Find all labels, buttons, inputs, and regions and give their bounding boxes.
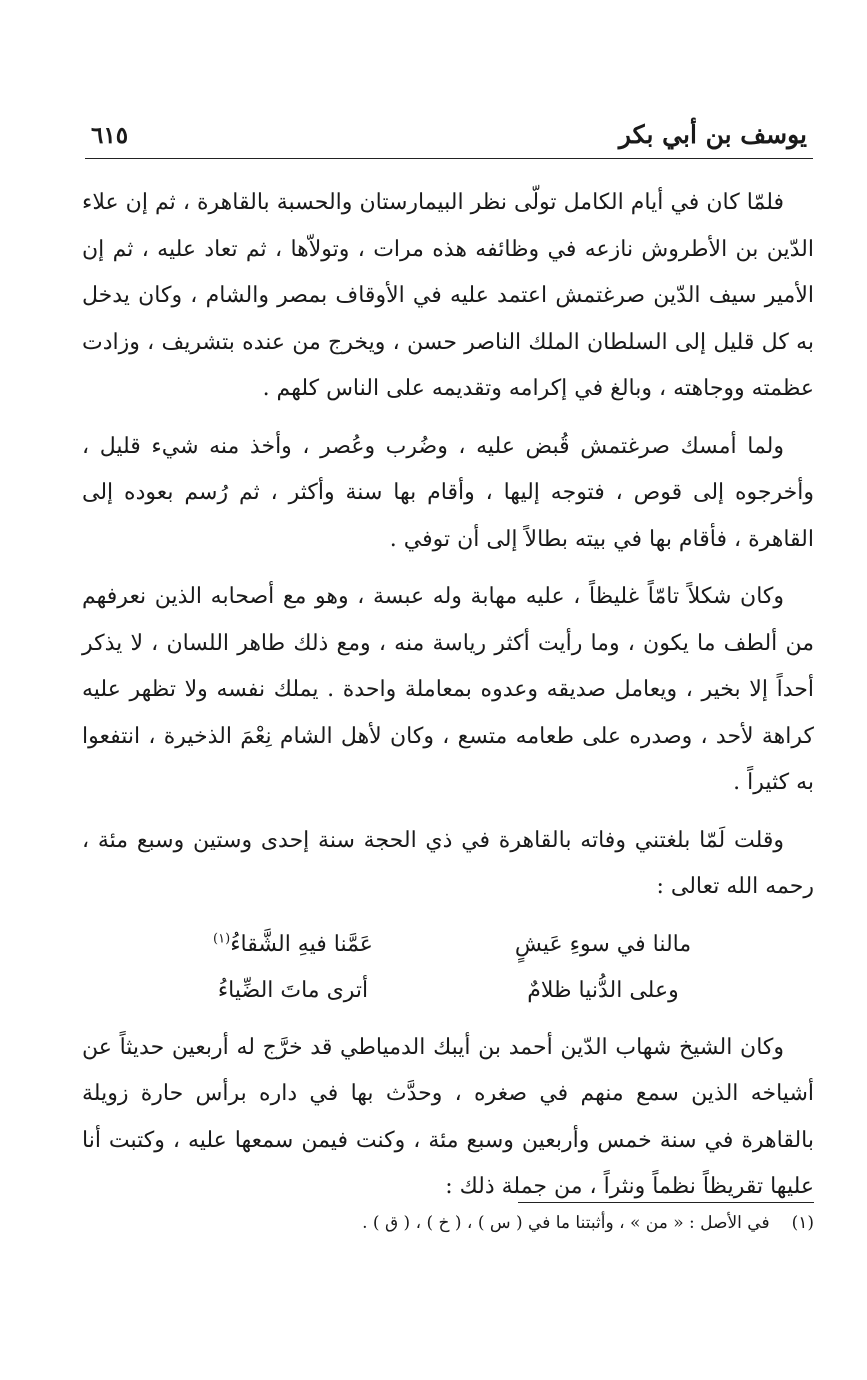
verse-line [82,922,814,968]
paragraph: وقلت لَمّا بلغتني وفاته بالقاهرة في ذي الحجة سنة إحدى وستين وسبع مئة ، رحمه الله تعالى : [82,827,814,899]
verse-second-hemistich: أترى ماتَ الضِّياءُ [217,977,369,1003]
running-title: يوسف بن أبي بكر [618,120,807,149]
body-text [82,180,814,1222]
verse-line [82,968,814,1014]
footnote-text: في الأصل : « من » ، وأثبتنا ما في ( س ) ، ( خ ) ، ( ق ) . [362,1213,770,1233]
page-number: ٦١٥ [91,122,129,149]
footnote-number: (١) [791,1213,814,1233]
verse-second-hemistich: عَمَّنا فيهِ الشَّقاءُ$^{(١)}$ [213,931,373,957]
paragraph: فلمّا كان في أيام الكامل تولّى نظر البيمارستان والحسبة بالقاهرة ، ثم إن علاء الدّين بن الأطروش نازعه في وظائفه هذه مرات ، وتولاّها ، ثم تعاد عليه ، ثم إن الأمير سيف الدّين صرغتمش اعتمد عليه في الأوقاف بمصر والشام ، وكان يدخل به كل قليل إلى السلطان الملك الناصر حسن ، ويخرج من عنده بتشريف ، وزادت عظمته ووجاهته ، وبالغ في إكرامه وتقديمه على الناس كلهم . [82,190,814,401]
verse-first-hemistich: وعلى الدُّنيا ظلامٌ [527,977,679,1003]
page-header [85,118,813,159]
paragraph: ولما أمسك صرغتمش قُبض عليه ، وضُرب وعُصر ، وأخذ منه شيء قليل ، وأخرجوه إلى قوص ، فتوجه إليها ، وأقام بها سنة وأكثر ، ثم رُسم بعوده إلى القاهرة ، فأقام بها في بيته بطالاً إلى أن توفي . [82,433,814,552]
paragraph: وكان الشيخ شهاب الدّين أحمد بن أيبك الدمياطي قد خرَّج له أربعين حديثاً عن أشياخه الذين سمع منهم في صغره ، وحدَّث بها في داره برأس حارة زويلة بالقاهرة في سنة خمس وأربعين وسبع مئة ، وكنت فيمن سمعها عليه ، وكتبت أنا عليها تقريظاً نظماً ونثراً ، من جملة ذلك : [82,1034,814,1199]
footnote [82,1210,814,1236]
verse-first-hemistich: مالنا في سوءِ عَيشٍ [514,931,692,957]
paragraph: وكان شكلاً تامّاً غليظاً ، عليه مهابة وله عبسة ، وهو مع أصحابه الذين نعرفهم من ألطف ما يكون ، وما رأيت أكثر رياسة منه ، ومع ذلك طاهر اللسان ، لا يذكر أحداً إلا بخير ، ويعامل صديقه وعدوه بمعاملة واحدة . يملك نفسه ولا تظهر عليه كراهة لأحد ، وصدره على طعامه متسع ، وكان لأهل الشام نِعْمَ الذخيرة ، انتفعوا به كثيراً . [82,584,814,795]
footnote-reference: (١) [213,931,231,947]
footnote-divider [518,1202,814,1203]
poem-verses [82,922,814,1014]
